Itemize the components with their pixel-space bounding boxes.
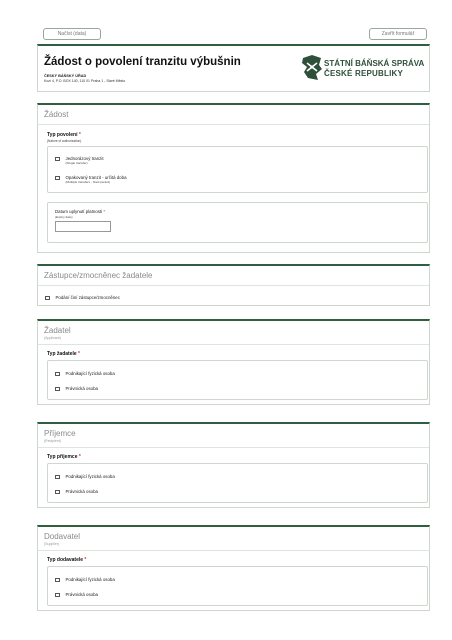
section-divider [38,550,429,551]
option-legal-person[interactable] [55,386,98,391]
checkbox[interactable] [55,578,60,583]
representative-section [37,264,430,306]
supplier-type-label: Typ dodavatele * [47,557,87,563]
expiry-date-label: Datum uplynutí platnosti * [55,209,106,214]
recipient-type-group [47,463,428,503]
option-label: Jednorázový tranzit [65,156,104,161]
request-section [37,103,430,253]
recipient-type-label: Typ příjemce * [47,454,81,460]
brand-name-line1: STÁTNÍ BÁŇSKÁ SPRÁVA [324,59,425,68]
checkbox[interactable] [55,593,60,598]
recipient-section [37,422,430,508]
checkbox[interactable] [55,475,60,480]
section-divider [38,344,429,345]
option-legal-person[interactable] [55,489,98,494]
option-label: Opakovaný tranzit - určitá doba [65,175,127,180]
section-title: Dodavatel [44,532,81,541]
brand-name-line2: ČESKÉ REPUBLIKY [324,69,404,78]
option-representative[interactable] [45,295,120,300]
section-divider [38,124,429,125]
option-label: Podnikající fyzická osoba [65,474,115,479]
office-address: Kozí 4, P.O. BOX 140, 110 01 Praha 1 - Staré Město [44,79,126,83]
form-title: Žádost o povolení tranzitu výbušnin [44,56,241,68]
option-sublabel: (Single transfer) [65,161,88,165]
checkbox[interactable] [55,176,60,181]
option-multiple-transfers[interactable] [55,175,127,184]
option-sublabel: (Multiple transfers - fixed period) [65,180,110,184]
option-single-transfer[interactable] [55,156,104,165]
section-title: Žádost [44,110,69,119]
option-label: Právnická osoba [65,489,98,494]
sbs-logo-icon [300,54,324,82]
checkbox[interactable] [45,296,50,301]
applicant-section [37,319,430,405]
permit-type-sublabel: (Nature of authorization) [47,139,82,143]
applicant-type-label: Typ žadatele * [47,351,80,357]
expiry-date-sublabel: (Expiry date) [55,215,73,219]
section-divider [38,285,429,286]
option-natural-person[interactable] [55,474,115,479]
checkbox[interactable] [55,490,60,495]
option-legal-person[interactable] [55,592,98,597]
option-label: Právnická osoba [65,386,98,391]
form-header [37,44,430,92]
applicant-type-group [47,360,428,400]
option-label: Podnikající fyzická osoba [65,371,115,376]
section-title: Žadatel [44,326,71,335]
office-name: ČESKÝ BÁŇSKÝ ÚŘAD [44,74,87,78]
load-data-button[interactable]: Načíst (data) [43,28,101,40]
section-title: Příjemce [44,429,76,438]
checkbox[interactable] [55,157,60,162]
checkbox[interactable] [55,372,60,377]
option-natural-person[interactable] [55,371,115,376]
section-title: Zástupce/zmocněnec žadatele [44,271,153,280]
supplier-section [37,525,430,611]
checkbox[interactable] [55,387,60,392]
section-divider [38,447,429,448]
option-natural-person[interactable] [55,577,115,582]
permit-type-label: Typ povolení * [47,132,81,138]
close-form-button[interactable]: Zavřít formulář [369,28,427,40]
supplier-type-group [47,566,428,606]
expiry-date-group [47,202,428,243]
option-label: Podnikající fyzická osoba [65,577,115,582]
option-label: Právnická osoba [65,592,98,597]
expiry-date-input[interactable] [55,221,111,232]
section-subtitle: (Recipient) [44,439,61,443]
option-label: Podání činí zástupce/zmocněnec [55,295,120,300]
permit-type-group [47,146,428,193]
section-subtitle: (Applicant) [44,336,61,340]
section-subtitle: (Supplier) [44,542,60,546]
